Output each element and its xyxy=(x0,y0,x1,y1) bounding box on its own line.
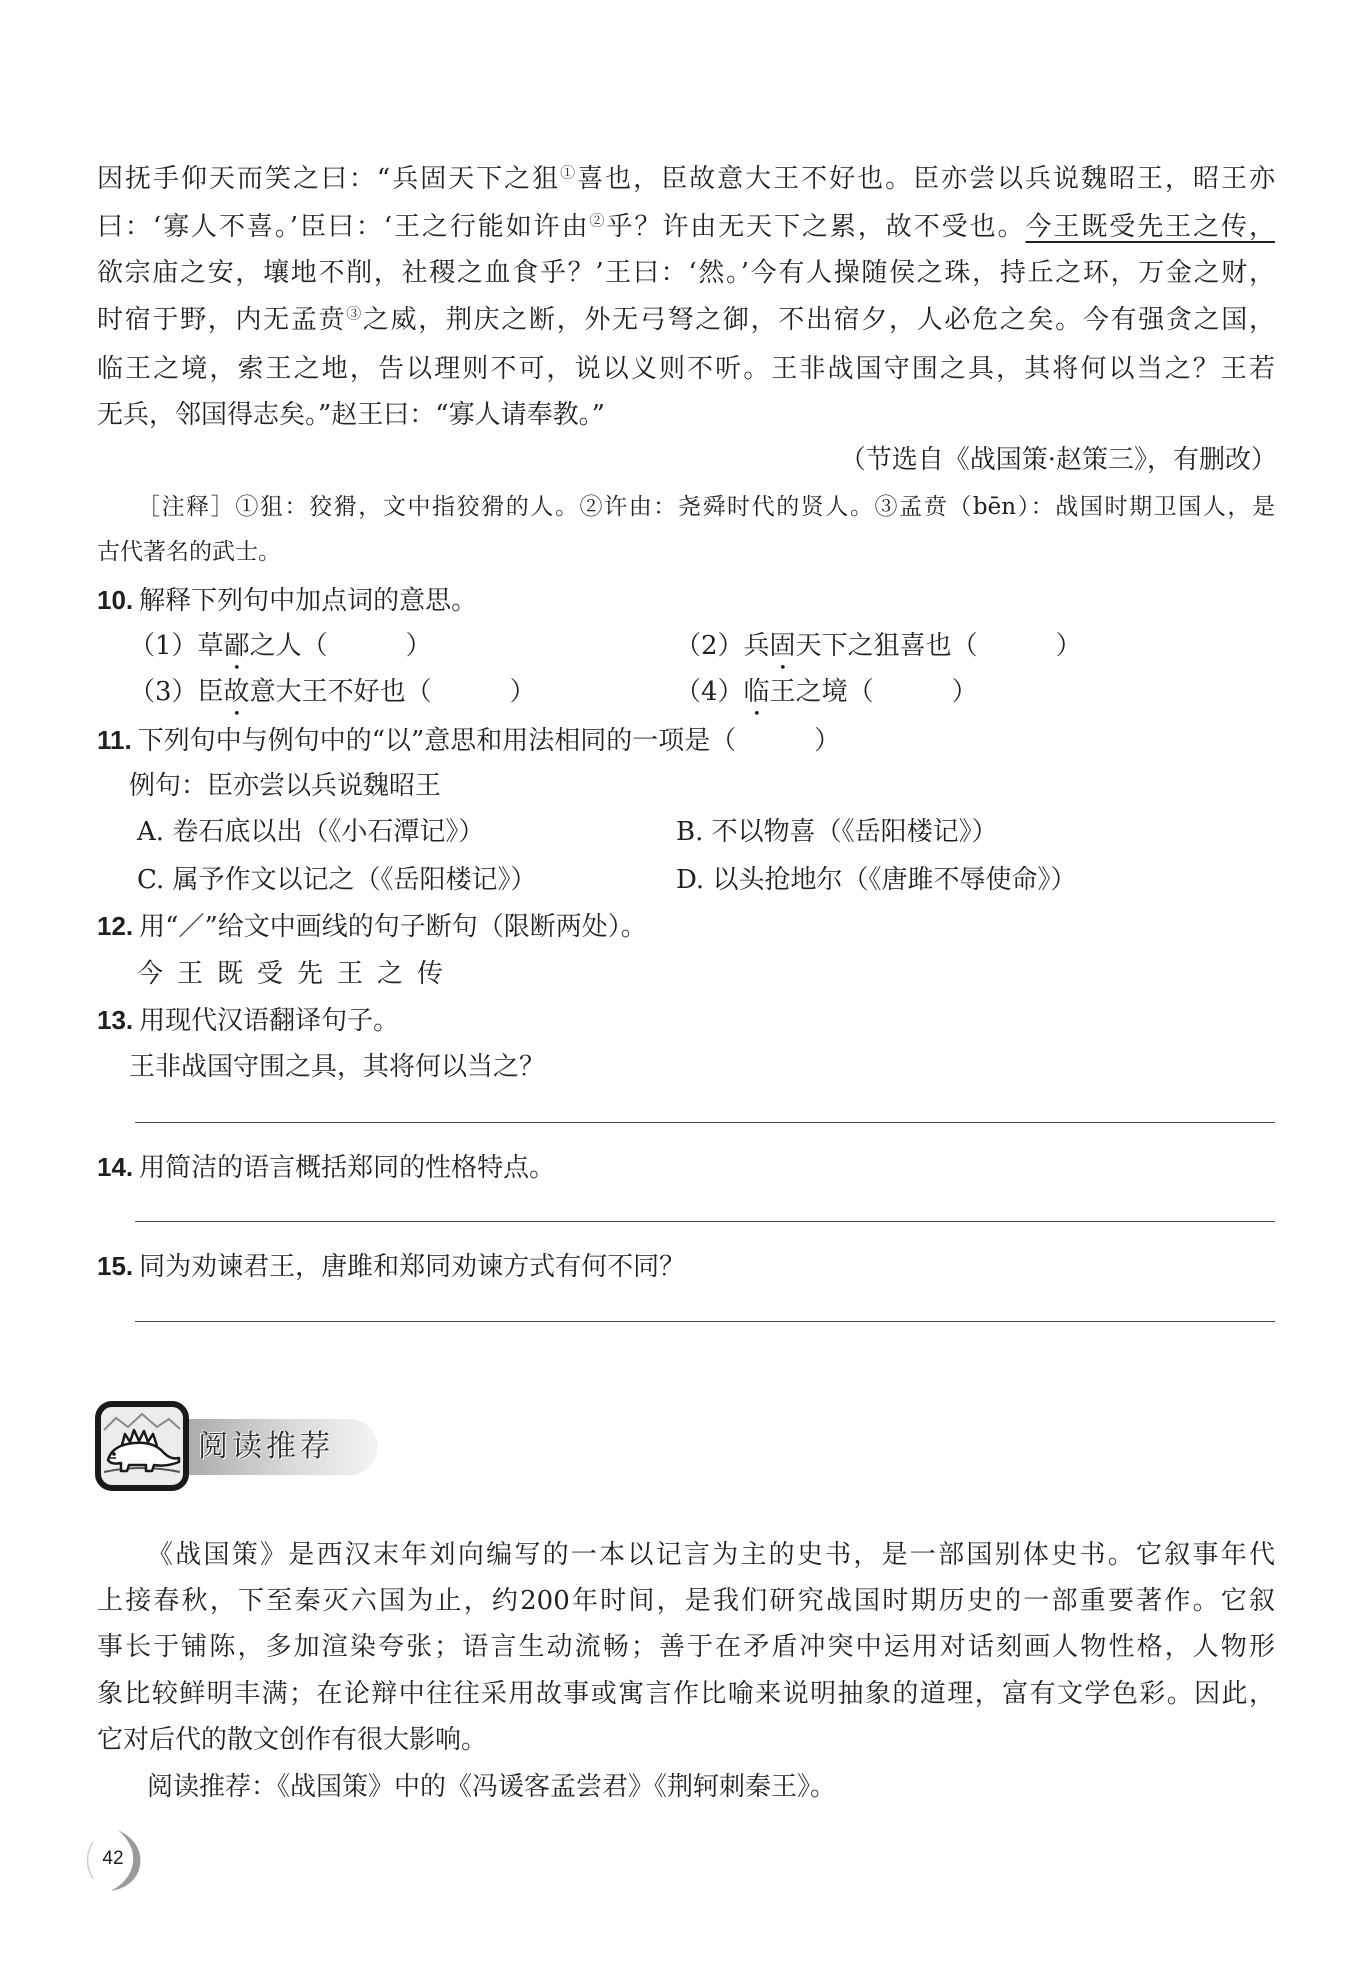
option-label: C. xyxy=(137,865,165,895)
dotted-word: 故 xyxy=(223,677,250,707)
intro-line-3: 事长于铺陈，多加渲染夸张；语言生动流畅；善于在矛盾冲突中运用对话刻画人物性格，人物形 xyxy=(97,1632,1275,1662)
question-15 xyxy=(97,1246,685,1286)
section-title: 阅读推荐 xyxy=(198,1429,334,1464)
option-c xyxy=(137,860,537,900)
passage-line-4 xyxy=(97,300,1275,340)
question-number: 11. xyxy=(97,725,132,755)
notes-line-2: 古代著名的武士。 xyxy=(97,539,281,565)
passage-text: 时宿于野，内无孟贲 xyxy=(97,305,347,335)
option-label: B. xyxy=(676,817,704,847)
option-d xyxy=(676,860,1076,900)
option-text: 以头抢地尔（《唐雎不辱使命》） xyxy=(712,865,1077,895)
question-14 xyxy=(97,1147,555,1187)
passage-text: 曰：‘寡人不喜。’臣曰：‘王之行能如许由 xyxy=(97,212,590,242)
passage-text: 喜也，臣故意大王不好也。臣亦尝以兵说魏昭王，昭王亦 xyxy=(577,164,1275,194)
question-number: 15. xyxy=(97,1251,134,1281)
item-text: 王之境（ ） xyxy=(769,677,978,707)
footnote-ref-1: ① xyxy=(560,163,578,182)
question-text: 用“／”给文中画线的句子断句（限断两处）。 xyxy=(139,912,647,942)
question-number: 13. xyxy=(97,1005,134,1035)
notes-line-1: ［注释］①狙：狡猾，文中指狡猾的人。②许由：尧舜时代的贤人。③孟贲（bēn）：战国时期卫国人，是 xyxy=(137,494,1275,520)
reading-recommendation-header xyxy=(94,1400,384,1492)
passage-line-1 xyxy=(97,159,1275,199)
question-number: 10. xyxy=(97,585,134,615)
answer-line-13 xyxy=(135,1122,1275,1123)
item-text: （2）兵 xyxy=(675,631,770,661)
passage-text: 因抚手仰天而笑之曰：“兵固天下之狙 xyxy=(97,164,561,194)
footnote-ref-3: ③ xyxy=(346,304,363,323)
option-label: A. xyxy=(137,817,165,847)
question-13 xyxy=(97,1000,399,1040)
footnote-ref-2: ② xyxy=(589,211,607,230)
q12-sentence: 今王既受先王之传 xyxy=(137,959,458,989)
passage-text: 之威，荆庆之断，外无弓弩之御，不出宿夕，人必危之矣。今有强贪之国， xyxy=(362,305,1275,335)
question-10 xyxy=(97,580,477,620)
q10-item-3 xyxy=(129,672,536,712)
question-number: 14. xyxy=(97,1152,134,1182)
item-text: （1）草 xyxy=(129,631,224,661)
reading-suggestion: 阅读推荐：《战国策》中的《冯谖客孟尝君》《荆轲刺秦王》。 xyxy=(147,1772,837,1802)
option-text: 卷石底以出（《小石潭记》） xyxy=(172,817,485,847)
item-text: 天下之狙喜也（ ） xyxy=(795,631,1082,661)
passage-line-6: 无兵，邻国得志矣。”赵王曰：“寡人请奉教。” xyxy=(97,400,605,430)
passage-text: 乎？许由无天下之累，故不受也。 xyxy=(606,212,1026,242)
page-number: 42 xyxy=(102,1848,124,1869)
question-text: 用现代汉语翻译句子。 xyxy=(139,1006,400,1036)
intro-line-4: 象比较鲜明丰满；在论辩中往往采用故事或寓言作比喻来说明抽象的道理，富有文学色彩。因此， xyxy=(97,1679,1275,1709)
passage-line-5: 临王之境，索王之地，告以理则不可，说以义则不听。王非战国守围之具，其将何以当之？王若 xyxy=(97,354,1275,384)
option-b xyxy=(676,812,998,852)
option-a xyxy=(137,812,484,852)
dotted-word: 固 xyxy=(769,631,796,661)
q10-item-1 xyxy=(129,626,432,666)
dotted-word: 鄙 xyxy=(223,631,250,661)
item-text: （4） xyxy=(675,677,744,707)
q11-example: 例句：臣亦尝以兵说魏昭王 xyxy=(129,771,442,801)
passage-line-2 xyxy=(97,207,1275,247)
question-12 xyxy=(97,906,647,946)
q10-item-4 xyxy=(675,672,978,712)
dinosaur-icon xyxy=(94,1400,190,1492)
question-11 xyxy=(97,720,840,760)
passage-line-3: 欲宗庙之安，壤地不削，社稷之血食乎？’王曰：‘然。’今有人操随侯之珠，持丘之环，万金之财， xyxy=(97,258,1275,288)
question-text: 解释下列句中加点词的意思。 xyxy=(139,586,478,616)
option-text: 属予作文以记之（《岳阳楼记》） xyxy=(172,865,537,895)
option-label: D. xyxy=(676,865,705,895)
item-text: （3）臣 xyxy=(129,677,224,707)
q13-sentence: 王非战国守围之具，其将何以当之？ xyxy=(129,1052,546,1082)
intro-line-1: 《战国策》是西汉末年刘向编写的一本以记言为主的史书，是一部国别体史书。它叙事年代 xyxy=(147,1540,1275,1570)
underlined-sentence: 今王既受先王之传， xyxy=(1025,212,1275,242)
item-text: 之人（ ） xyxy=(249,631,432,661)
question-text: 下列句中与例句中的“以”意思和用法相同的一项是（ ） xyxy=(137,726,841,756)
question-number: 12. xyxy=(97,911,134,941)
q10-item-2 xyxy=(675,626,1082,666)
answer-line-14 xyxy=(135,1221,1275,1222)
question-text: 用简洁的语言概括郑同的性格特点。 xyxy=(139,1153,556,1183)
passage-source: （节选自《战国策·赵策三》，有删改） xyxy=(839,445,1277,475)
intro-line-2: 上接春秋，下至秦灭六国为止，约200年时间，是我们研究战国时期历史的一部重要著作。它叙 xyxy=(97,1586,1275,1616)
item-text: 意大王不好也（ ） xyxy=(249,677,536,707)
intro-line-5: 它对后代的散文创作有很大影响。 xyxy=(97,1725,488,1755)
option-text: 不以物喜（《岳阳楼记》） xyxy=(711,817,998,847)
dotted-word: 临 xyxy=(743,677,770,707)
answer-line-15 xyxy=(135,1321,1275,1322)
question-text: 同为劝谏君王，唐雎和郑同劝谏方式有何不同？ xyxy=(139,1252,686,1282)
